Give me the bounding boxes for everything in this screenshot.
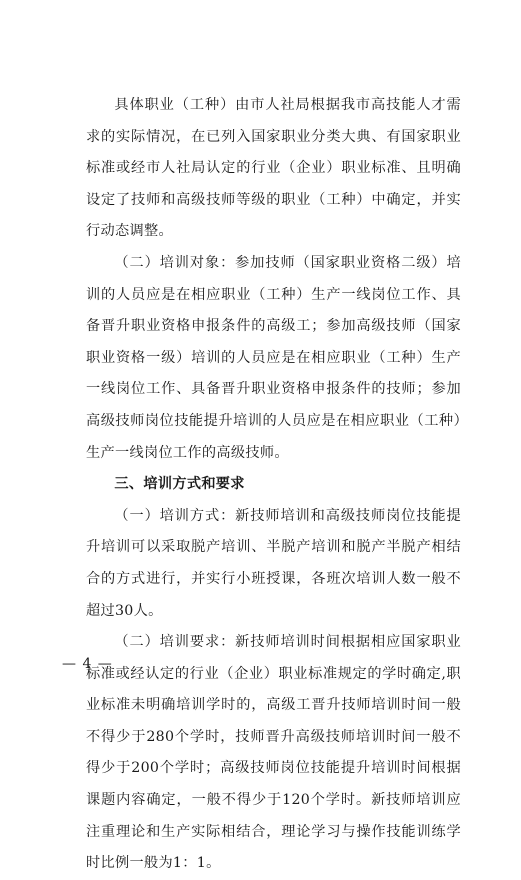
paragraph-occupation-selection: 具体职业（工种）由市人社局根据我市高技能人才需求的实际情况，在已列入国家职业分类大典、有国家职业标准或经市人社局认定的行业（企业）职业标准、且明确设定了技师和高级技师等级的职业（工种）中确定，并实行动态调整。 (86, 97, 461, 240)
paragraph-training-requirements: （二）培训要求：新技师培训时间根据相应国家职业标准或经认定的行业（企业）职业标准规定的学时确定,职业标准未明确培训学时的，高级工晋升技师培训时间一般不得少于280个学时，技师晋升高级技师培训时间一般不得少于200个学时；高级技师岗位技能提升培训时间根据课题内容确定，一般不得少于120个学时。新技师培训应注重理论和生产实际相结合，理论学习与操作技能训练学时比例一般为1：1。 (86, 634, 461, 872)
page-number: — 4 — (62, 656, 113, 672)
paragraph-training-method: （一）培训方式：新技师培训和高级技师岗位技能提升培训可以采取脱产培训、半脱产培训和脱产半脱产相结合的方式进行，并实行小班授课，各班次培训人数一般不超过30人。 (86, 507, 461, 619)
paragraph-training-targets: （二）培训对象：参加技师（国家职业资格二级）培训的人员应是在相应职业（工种）生产一线岗位工作、具备晋升职业资格申报条件的高级工；参加高级技师（国家职业资格一级）培训的人员应是在相应职业（工种）生产一线岗位工作、具备晋升职业资格申报条件的技师；参加高级技师岗位技能提升培训的人员应是在相应职业（工种）生产一线岗位工作的高级技师。 (86, 254, 461, 461)
section-heading-training-methods: 三、培训方式和要求 (114, 476, 245, 493)
document-body (86, 90, 461, 880)
